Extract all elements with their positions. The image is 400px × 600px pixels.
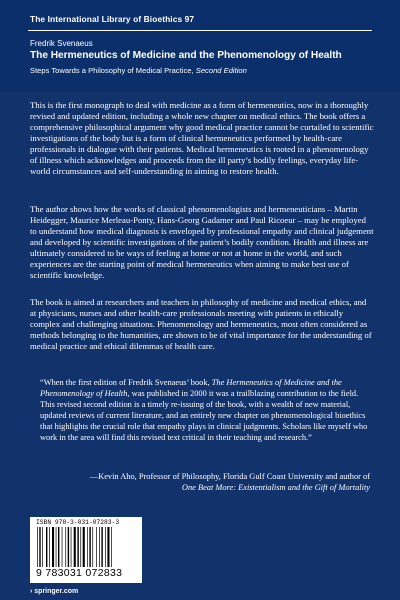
quote-text-after: , was published in 2000 it was a trailblazing contribution to the field. This revised second edition is a timely re-issuing of the book, with a wealth of new material, updated reviews of current literature, and an entirely new chapter on phenomenological bioethics that highlights the crucial role that empathy plays in clinical judgments. Scholars like myself who work in the area will find this revised text critical in their teaching and research.” xyxy=(40,389,368,442)
quote-attribution xyxy=(70,471,370,493)
barcode-bar xyxy=(77,527,78,567)
blurb-paragraph-2: The author shows how the works of classical phenomenologists and hermeneuticians – Martin Heidegger, Maurice Merleau-Ponty, Hans-Georg Gadamer and Paul Ricoeur – may be employed to understand how medical diagnosis is enveloped by professional empathy and clinical judgement and developed by scientific investigations of the patient’s bodily condition. Health and illness are ultimately considered to be ways of feeling at home or not at home in the world, and such experiences are the starting point of medical hermeneutics when aiming to make best use of scientific knowledge. xyxy=(30,204,374,280)
blurb-paragraph-3: The book is aimed at researchers and teachers in philosophy of medicine and medical ethics, and at physicians, nurses and other health-care professionals meeting with patients in ethically complex and challenging situations. Phenomenology and hermeneutics, most often considered as methods belonging to the humanities, are shown to be of vital importance for the understanding of medical practice and ethical dilemmas of health care. xyxy=(30,297,372,351)
book-subtitle xyxy=(30,66,247,75)
barcode-bar xyxy=(107,527,109,567)
barcode-bar xyxy=(96,527,97,567)
barcode-bar xyxy=(101,527,102,567)
book-title: The Hermeneutics of Medicine and the Phenomenology of Health xyxy=(30,50,342,61)
attribution-book: One Beat More: Existentialism and the Gift of Mortality xyxy=(181,483,370,492)
barcode-bar xyxy=(68,527,69,567)
barcode-bar xyxy=(49,527,50,567)
barcode-bar xyxy=(99,527,100,567)
cover-header xyxy=(0,0,400,92)
attribution-line: —Kevin Aho, Professor of Philosophy, Florida Gulf Coast University and author of xyxy=(89,472,370,481)
barcode-bar xyxy=(105,527,106,567)
barcode-bar xyxy=(65,527,66,567)
barcode-digits: 9 783031 072833 xyxy=(36,567,123,579)
header-rule xyxy=(28,30,372,31)
blurb-paragraph-1: This is the first monograph to deal with medicine as a form of hermeneutics, now in a thoroughly revised and updated edition, including a whole new chapter on medical ethics. The book offers a comprehensive philosophical argument why good medical practice cannot be curtailed to scientific investigations of the body but is a form of clinical hermeneutics performed by health-care professionals in dialogue with their patients. Medical hermeneutics is rooted in a phenomenology of illness which acknowledges and proceeds from the ill party’s bodily feelings, everyday life-world circumstances and self-understanding in aiming to restore health. xyxy=(30,100,374,176)
quote-book-title: The Hermeneutics of Medicine and the Phenomenology of Health xyxy=(40,378,342,398)
publisher-url: › springer.com xyxy=(30,588,79,595)
barcode-bar xyxy=(46,527,47,567)
barcode-bar xyxy=(39,527,40,567)
barcode-bar xyxy=(52,527,54,567)
barcode-bar xyxy=(80,527,81,567)
barcode-bar xyxy=(111,527,112,567)
isbn-label: ISBN 978-3-031-07283-3 xyxy=(36,519,120,526)
barcode-bar xyxy=(71,527,72,567)
barcode-bar xyxy=(62,527,63,567)
subtitle-main: Steps Towards a Philosophy of Medical Practice, xyxy=(30,66,194,75)
barcode xyxy=(30,517,142,583)
endorsement-quote xyxy=(40,377,368,443)
barcode-bar xyxy=(58,527,59,567)
subtitle-edition: Second Edition xyxy=(195,66,247,75)
barcode-bar xyxy=(89,527,90,567)
barcode-bar xyxy=(83,527,85,567)
barcode-bar xyxy=(37,527,38,567)
series-title: The International Library of Bioethics 97 xyxy=(30,14,195,24)
author-name: Fredrik Svenaeus xyxy=(30,39,93,48)
quote-text-before: “When the first edition of Fredrik Svenaeus’ book, xyxy=(40,378,212,387)
barcode-bar xyxy=(74,527,76,567)
barcode-bar xyxy=(92,527,93,567)
barcode-bar xyxy=(42,527,43,567)
barcode-bar xyxy=(56,527,57,567)
barcode-bar xyxy=(87,527,88,567)
back-cover-panel xyxy=(0,92,400,600)
barcode-bars xyxy=(36,527,136,567)
